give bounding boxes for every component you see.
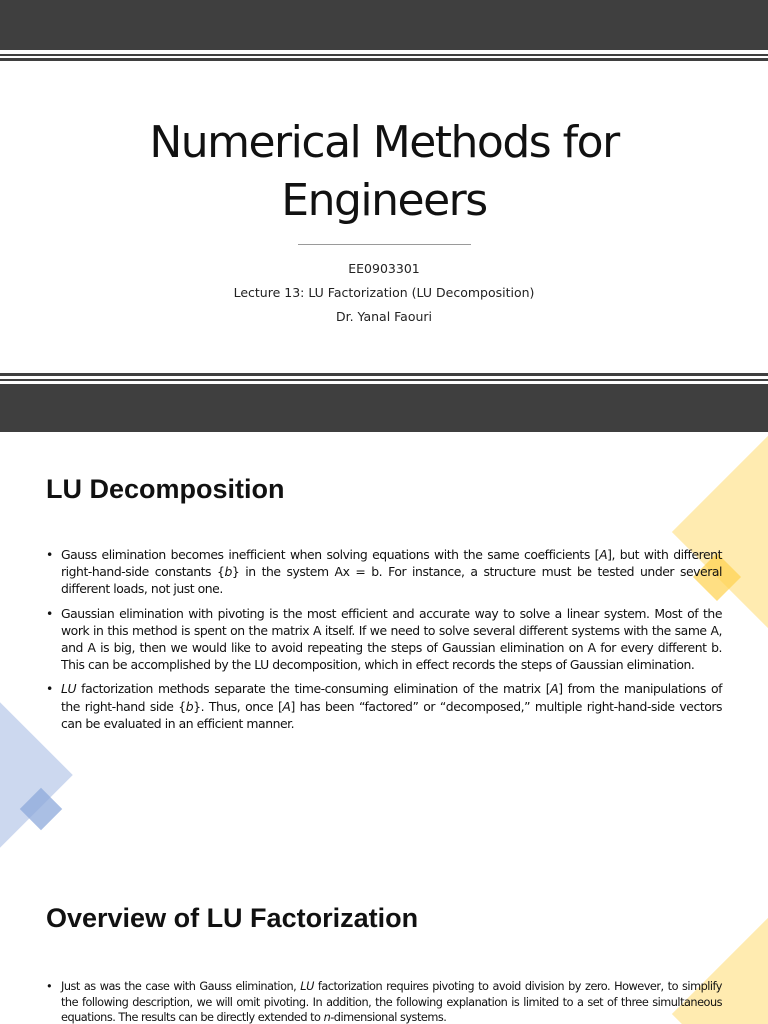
top-dark-band	[0, 0, 768, 50]
bullet-item: • Just as was the case with Gauss elimination, LU factorization requires pivoting to avoid division by zero. However, to simplify the following description, we will omit pivoting. In addition, the following explanation is limited to a set of three simultaneous equations. The results can be directly extended to n-dimensional systems.	[46, 979, 722, 1024]
slide-heading: LU Decomposition	[46, 474, 285, 504]
lu-decomposition-slide	[0, 432, 768, 864]
bullet-item: • Gaussian elimination with pivoting is the most efficient and accurate way to solve a linear system. Most of the work in this method is spent on the matrix A itself. If we need to solve several different systems with the same A, and A is big, then we would like to avoid repeating the steps of Gaussian elimination on A for every different b. This can be accomplished by the LU decomposition, which in effect records the steps of Gaussian elimination.	[46, 605, 722, 674]
bullet-list	[46, 546, 722, 732]
presentation-title	[0, 114, 768, 230]
bullet-list	[46, 979, 722, 1024]
course-code: EE0903301	[348, 261, 420, 276]
lecture-title: Lecture 13: LU Factorization (LU Decomposition)	[233, 285, 535, 300]
overview-slide	[0, 864, 768, 1024]
author-name: Dr. Yanal Faouri	[335, 309, 433, 324]
title-divider	[298, 244, 471, 245]
bottom-dark-band	[0, 384, 768, 432]
bottom-thin-rule	[0, 379, 768, 381]
top-thick-rule	[0, 58, 768, 61]
bullet-item: • LU factorization methods separate the time-consuming elimination of the matrix [A] from the manipulations of the right-hand side {b}. Thus, once [A] has been “factored” or “decomposed,” multiple right-hand-side vectors can be evaluated in an efficient manner.	[46, 680, 722, 732]
bullet-item: • Gauss elimination becomes inefficient when solving equations with the same coefficients [A], but with different right-hand-side constants {b} in the system Ax = b. For instance, a structure must be tested under several different loads, not just one.	[46, 546, 722, 598]
bottom-thick-rule	[0, 373, 768, 376]
top-thin-rule	[0, 54, 768, 56]
slide-heading: Overview of LU Factorization	[46, 903, 419, 933]
title-line-2: Engineers	[281, 175, 487, 226]
title-slide	[0, 0, 768, 432]
title-line-1: Numerical Methods for	[149, 117, 619, 168]
